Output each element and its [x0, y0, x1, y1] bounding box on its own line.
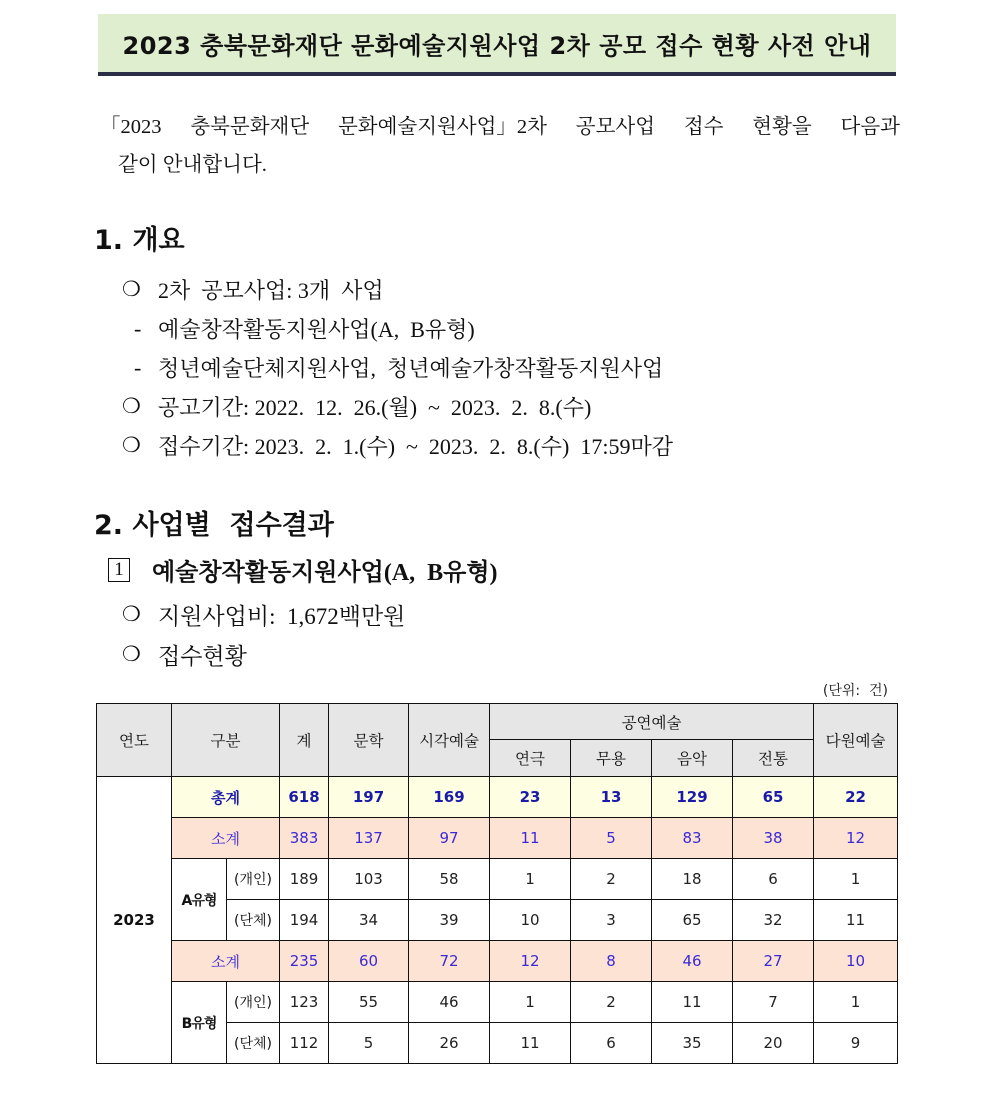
cell-literature: 197	[329, 777, 409, 818]
intro-line-1	[100, 108, 900, 146]
cell-theater: 12	[490, 941, 571, 982]
overview-item-text: 접수기간: 2023. 2. 1.(수) ~ 2023. 2. 8.(수) 17:59마감	[158, 434, 673, 459]
cell-visual: 169	[409, 777, 490, 818]
cell-music: 129	[652, 777, 733, 818]
subsection-heading	[108, 552, 498, 587]
cell-theater: 1	[490, 982, 571, 1023]
cell-multi: 9	[814, 1023, 898, 1064]
intro-word: 문화예술지원사업」2차	[337, 116, 547, 138]
overview-item	[122, 426, 673, 465]
cell-total: 189	[280, 859, 329, 900]
cell-total: 235	[280, 941, 329, 982]
cell-theater: 23	[490, 777, 571, 818]
header-dance: 무용	[571, 740, 652, 777]
cell-visual: 72	[409, 941, 490, 982]
cell-visual: 46	[409, 982, 490, 1023]
cell-dance: 2	[571, 982, 652, 1023]
table-row-b-individual	[97, 982, 898, 1023]
overview-item	[122, 309, 673, 348]
table-row-a-subtotal	[97, 818, 898, 859]
subsection-title: 예술창작활동지원사업(A, B유형)	[152, 560, 498, 586]
dash-bullet-icon: -	[134, 315, 142, 341]
cell-theater: 10	[490, 900, 571, 941]
cell-theater: 11	[490, 818, 571, 859]
section-1-heading: 1. 개요	[94, 225, 185, 256]
overview-item-text: 공고기간: 2022. 12. 26.(월) ~ 2023. 2. 8.(수)	[158, 395, 592, 420]
intro-word: 다음과	[840, 116, 900, 138]
type-a-label: A유형	[172, 859, 227, 941]
table-row-grand-total	[97, 777, 898, 818]
section-2-heading: 2. 사업별 접수결과	[94, 510, 334, 541]
cell-music: 18	[652, 859, 733, 900]
row-label: (개인)	[227, 982, 280, 1023]
intro-word: 「2023	[100, 116, 162, 138]
cell-traditional: 27	[733, 941, 814, 982]
row-label: 총계	[172, 777, 280, 818]
unit-label: (단위: 건)	[822, 683, 888, 699]
row-label: 소계	[172, 818, 280, 859]
results-item-text: 지원사업비: 1,672백만원	[158, 603, 406, 629]
cell-theater: 1	[490, 859, 571, 900]
document-title-banner	[98, 14, 896, 76]
row-label: (개인)	[227, 859, 280, 900]
document-title: 2023 충북문화재단 문화예술지원사업 2차 공모 접수 현황 사전 안내	[122, 31, 872, 60]
circle-bullet-icon: ❍	[122, 433, 141, 457]
application-status-table	[96, 703, 898, 1064]
header-traditional: 전통	[733, 740, 814, 777]
header-multi-arts: 다원예술	[814, 704, 898, 777]
results-list	[122, 594, 405, 674]
cell-traditional: 38	[733, 818, 814, 859]
overview-item	[122, 348, 673, 387]
cell-literature: 103	[329, 859, 409, 900]
boxed-number-icon: 1	[108, 558, 130, 582]
cell-music: 46	[652, 941, 733, 982]
header-theater: 연극	[490, 740, 571, 777]
cell-multi: 11	[814, 900, 898, 941]
row-label: 소계	[172, 941, 280, 982]
cell-multi: 1	[814, 859, 898, 900]
intro-word: 공모사업	[575, 116, 656, 138]
header-music: 음악	[652, 740, 733, 777]
cell-literature: 137	[329, 818, 409, 859]
header-category: 구분	[172, 704, 280, 777]
table-row-b-subtotal	[97, 941, 898, 982]
intro-word: 충북문화재단	[190, 116, 310, 138]
cell-multi: 22	[814, 777, 898, 818]
year-cell: 2023	[97, 777, 172, 1064]
overview-list	[122, 270, 673, 465]
results-item	[122, 594, 405, 634]
header-visual-arts: 시각예술	[409, 704, 490, 777]
cell-music: 65	[652, 900, 733, 941]
cell-dance: 5	[571, 818, 652, 859]
cell-total: 194	[280, 900, 329, 941]
cell-visual: 97	[409, 818, 490, 859]
cell-multi: 12	[814, 818, 898, 859]
circle-bullet-icon: ❍	[122, 641, 141, 666]
cell-literature: 60	[329, 941, 409, 982]
overview-item-text: 2차 공모사업: 3개 사업	[158, 278, 384, 303]
circle-bullet-icon: ❍	[122, 601, 141, 626]
overview-item-text: 청년예술단체지원사업, 청년예술가창작활동지원사업	[158, 356, 664, 381]
cell-total: 383	[280, 818, 329, 859]
cell-dance: 6	[571, 1023, 652, 1064]
overview-item	[122, 387, 673, 426]
cell-literature: 55	[329, 982, 409, 1023]
cell-visual: 58	[409, 859, 490, 900]
cell-literature: 5	[329, 1023, 409, 1064]
cell-theater: 11	[490, 1023, 571, 1064]
cell-multi: 10	[814, 941, 898, 982]
intro-word: 현황을	[752, 116, 812, 138]
overview-item-text: 예술창작활동지원사업(A, B유형)	[158, 317, 475, 342]
cell-dance: 2	[571, 859, 652, 900]
row-label: (단체)	[227, 1023, 280, 1064]
cell-visual: 39	[409, 900, 490, 941]
header-literature: 문학	[329, 704, 409, 777]
cell-music: 83	[652, 818, 733, 859]
cell-music: 11	[652, 982, 733, 1023]
cell-dance: 3	[571, 900, 652, 941]
cell-traditional: 7	[733, 982, 814, 1023]
cell-total: 112	[280, 1023, 329, 1064]
cell-dance: 8	[571, 941, 652, 982]
cell-total: 123	[280, 982, 329, 1023]
cell-traditional: 32	[733, 900, 814, 941]
circle-bullet-icon: ❍	[122, 394, 141, 418]
cell-traditional: 20	[733, 1023, 814, 1064]
cell-dance: 13	[571, 777, 652, 818]
intro-word: 접수	[683, 116, 724, 138]
intro-line-2: 같이 안내합니다.	[118, 154, 267, 176]
cell-multi: 1	[814, 982, 898, 1023]
header-row	[97, 704, 898, 740]
cell-total: 618	[280, 777, 329, 818]
cell-literature: 34	[329, 900, 409, 941]
cell-music: 35	[652, 1023, 733, 1064]
results-item-text: 접수현황	[158, 643, 247, 669]
cell-traditional: 65	[733, 777, 814, 818]
circle-bullet-icon: ❍	[122, 277, 141, 301]
header-year: 연도	[97, 704, 172, 777]
intro-paragraph	[100, 108, 900, 184]
cell-traditional: 6	[733, 859, 814, 900]
header-total: 계	[280, 704, 329, 777]
cell-visual: 26	[409, 1023, 490, 1064]
dash-bullet-icon: -	[134, 354, 142, 380]
type-b-label: B유형	[172, 982, 227, 1064]
results-item	[122, 634, 405, 674]
header-performing-arts: 공연예술	[490, 704, 814, 740]
table-row-a-individual	[97, 859, 898, 900]
row-label: (단체)	[227, 900, 280, 941]
overview-item	[122, 270, 673, 309]
